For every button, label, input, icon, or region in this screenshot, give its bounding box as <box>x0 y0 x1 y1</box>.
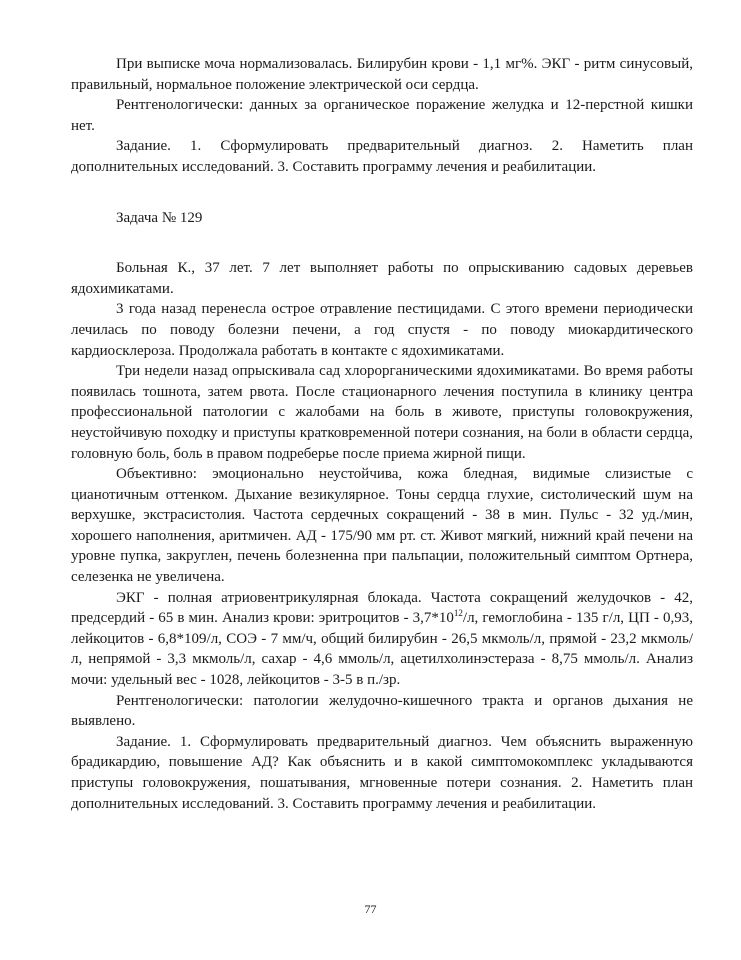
paragraph-objective: Объективно: эмоционально неустойчива, кожа бледная, видимые слизистые с цианотичным оттенком. Дыхание везикулярное. Тоны сердца глухие, систолический шум на верхушке, экстрасистолия. Частота сердечных сокращений - 38 в мин. Пульс - 32 уд./мин, хорошего наполнения, аритмичен. АД - 175/90 мм рт. ст. Живот мягкий, нижний край печени на уровне пупка, закруглен, печень болезненна при пальпации, положительный симптом Ортнера, селезенка не увеличена. <box>71 466 693 586</box>
paragraph-patient: Больная К., 37 лет. 7 лет выполняет работы по опрыскиванию садовых деревьев ядохимикатами. <box>71 260 693 297</box>
paragraph-task-2: Задание. 1. Сформулировать предварительный диагноз. Чем объяснить выраженную брадикардию, повышение АД? Как объяснить и в какой симптомокомплекс укладываются приступы головокружения, пошатывания, мгновенные потери сознания. 2. Наметить план дополнительных исследований. 3. Составить программу лечения и реабилитации. <box>71 733 693 812</box>
paragraph-task-1: Задание. 1. Сформулировать предварительный диагноз. 2. Наметить план дополнительных исследований. 3. Составить программу лечения и реабилитации. <box>71 138 693 175</box>
paragraph-history: 3 года назад перенесла острое отравление пестицидами. С этого времени периодически лечилась по поводу болезни печени, а год спустя - по поводу миокардитического кардиосклероза. Продолжала работать в контакте с ядохимикатами. <box>71 301 693 359</box>
paragraph-xray-1: Рентгенологически: данных за органическое поражение желудка и 12-перстной кишки нет. <box>71 97 693 134</box>
exponent: 12 <box>453 608 463 619</box>
page-number: 77 <box>364 902 377 916</box>
ecg-text-end: /л, гемоглобина - 135 г/л, ЦП - 0,93, лейкоцитов - 6,8*109/л, СОЭ - 7 мм/ч, общий билирубин - 26,5 мкмоль/л, прямой - 23,2 мкмоль/л, непрямой - 3,3 мкмоль/л, сахар - 4,6 ммоль/л, ацетилхолинэстераза - 8,75 ммоль/л. Анализ мочи: удельный вес - 1028, лейкоцитов - 3-5 в п./зр. <box>71 610 693 689</box>
paragraph-complaints: Три недели назад опрыскивала сад хлорорганическими ядохимикатами. Во время работы появилась тошнота, затем рвота. После стационарного лечения поступила в клинику центра профессиональной патологии с жалобами на боль в животе, приступы головокружения, неустойчивую походку и приступы кратковременной потери сознания, на боли в области сердца, головную боль, боль в правом подреберье после приема жирной пищи. <box>71 363 693 462</box>
paragraph-xray-2: Рентгенологически: патологии желудочно-кишечного тракта и органов дыхания не выявлено. <box>71 692 693 730</box>
document-body <box>71 54 693 814</box>
task-heading: Задача № 129 <box>116 209 203 226</box>
ecg-text-start: ЭКГ - полная атриовентрикулярная блокада. Частота сокращений желудочков - 42, предсердий - 65 в мин. Анализ крови: эритроцитов - 3,7*10 <box>71 589 693 627</box>
paragraph-discharge: При выписке моча нормализовалась. Билирубин крови - 1,1 мг%. ЭКГ - ритм синусовый, правильный, нормальное положение электрической оси сердца. <box>71 56 693 93</box>
paragraph-ecg-labs <box>71 588 693 691</box>
